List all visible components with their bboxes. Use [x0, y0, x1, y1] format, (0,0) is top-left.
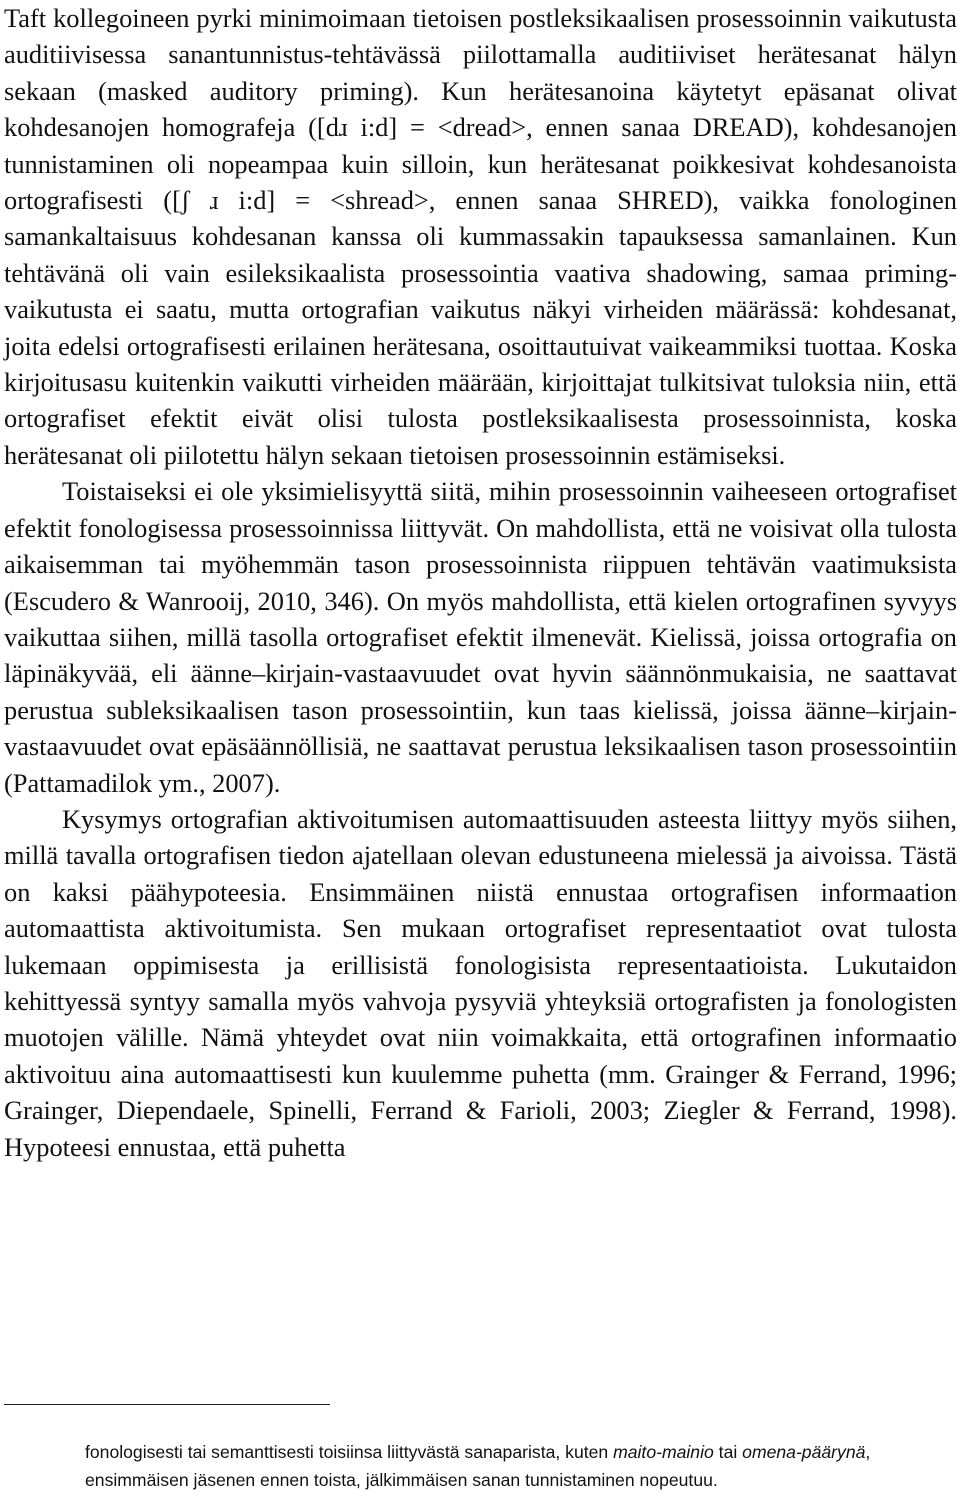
footnote-example-2: omena-päärynä — [742, 1442, 866, 1462]
paragraph-1: Taft kollegoineen pyrki minimoimaan tietoisen postleksikaalisen prosessoinnin vaikutusta auditiivisessa sanantunnistus-tehtävässä piilottamalla auditiiviset herätesanat hälyn sekaan (masked auditory priming). Kun herätesanoina käytetyt epäsanat olivat kohdesanojen homografeja ([dɹ i:d] = <dread>, ennen sanaa DREAD), kohdesanojen tunnistaminen oli nopeampaa kuin silloin, kun herätesanat poikkesivat kohdesanoista ortografisesti ([ʃ ɹ i:d] = <shread>, ennen sanaa SHRED), vaikka fonologinen samankaltaisuus kohdesanan kanssa oli kummassakin tapauksessa samanlainen. Kun tehtävänä oli vain esileksikaalista prosessointia vaativa shadowing, samaa priming-vaikutusta ei saatu, mutta ortografian vaikutus näkyi virheiden määrässä: kohdesanat, joita edelsi ortografisesti erilainen herätesana, osoittautuivat vaikeammiksi tuottaa. Koska kirjoitusasu kuitenkin vaikutti virheiden määrään, kirjoittajat tulkitsivat tuloksia niin, että ortografiset efektit eivät olisi tulosta postleksikaalisesta prosessoinnista, koska herätesanat oli piilotettu hälyn sekaan tietoisen prosessoinnin estämiseksi. — [4, 3, 957, 470]
footnote-text-middle: tai — [713, 1442, 743, 1462]
document-page — [4, 0, 957, 1490]
paragraph-3: Kysymys ortografian aktivoitumisen automaattisuuden asteesta liittyy myös siihen, millä tavalla ortografisen tiedon ajatellaan olevan edustuneena mielessä ja aivoissa. Tästä on kaksi päähypoteesia. Ensimmäinen niistä ennustaa ortografisen informaation automaattista aktivoitumista. Sen mukaan ortografiset representaatiot ovat tulosta lukemaan oppimisesta ja erillisistä fonologisista representaatioista. Lukutaidon kehittyessä syntyy samalla myös vahvoja pysyviä yhteyksiä ortografisten ja fonologisten muotojen välille. Nämä yhteydet ovat niin voimakkaita, että ortografinen informaatio aktivoituu aina automaattisesti kun kuulemme puhetta (mm. Grainger & Ferrand, 1996; Grainger, Diependaele, Spinelli, Ferrand & Farioli, 2003; Ziegler & Ferrand, 1998). Hypoteesi ennustaa, että puhetta — [4, 803, 957, 1162]
footnote-text-before: fonologisesti tai semanttisesti toisiinsa liittyvästä sanaparista, kuten — [85, 1442, 614, 1462]
footnote-text-after: , ensimmäisen jäsenen ennen toista, jälkimmäisen sanan tunnistaminen nopeutuu. — [85, 1442, 871, 1490]
footnote — [85, 1438, 945, 1494]
footnote-example-1: maito-mainio — [613, 1442, 714, 1462]
footnote-separator — [4, 1404, 330, 1405]
paragraph-2: Toistaiseksi ei ole yksimielisyyttä siitä, mihin prosessoinnin vaiheeseen ortografiset efektit fonologisessa prosessoinnissa liittyvät. On mahdollista, että ne voisivat olla tulosta aikaisemman tai myöhemmän tason prosessoinnista riippuen tehtävän vaatimuksista (Escudero & Wanrooij, 2010, 346). On myös mahdollista, että kielen ortografinen syvyys vaikuttaa siihen, millä tasolla ortografiset efektit ilmenevät. Kielissä, joissa ortografia on läpinäkyvää, eli äänne–kirjain-vastaavuudet ovat hyvin säännönmukaisia, ne saattavat perustua subleksikaalisen tason prosessointiin, kun taas kielissä, joissa äänne–kirjain-vastaavuudet ovat epäsäännöllisiä, ne saattavat perustua leksikaalisen tason prosessointiin (Pattamadilok ym., 2007). — [4, 476, 957, 798]
body-text — [4, 0, 957, 1165]
